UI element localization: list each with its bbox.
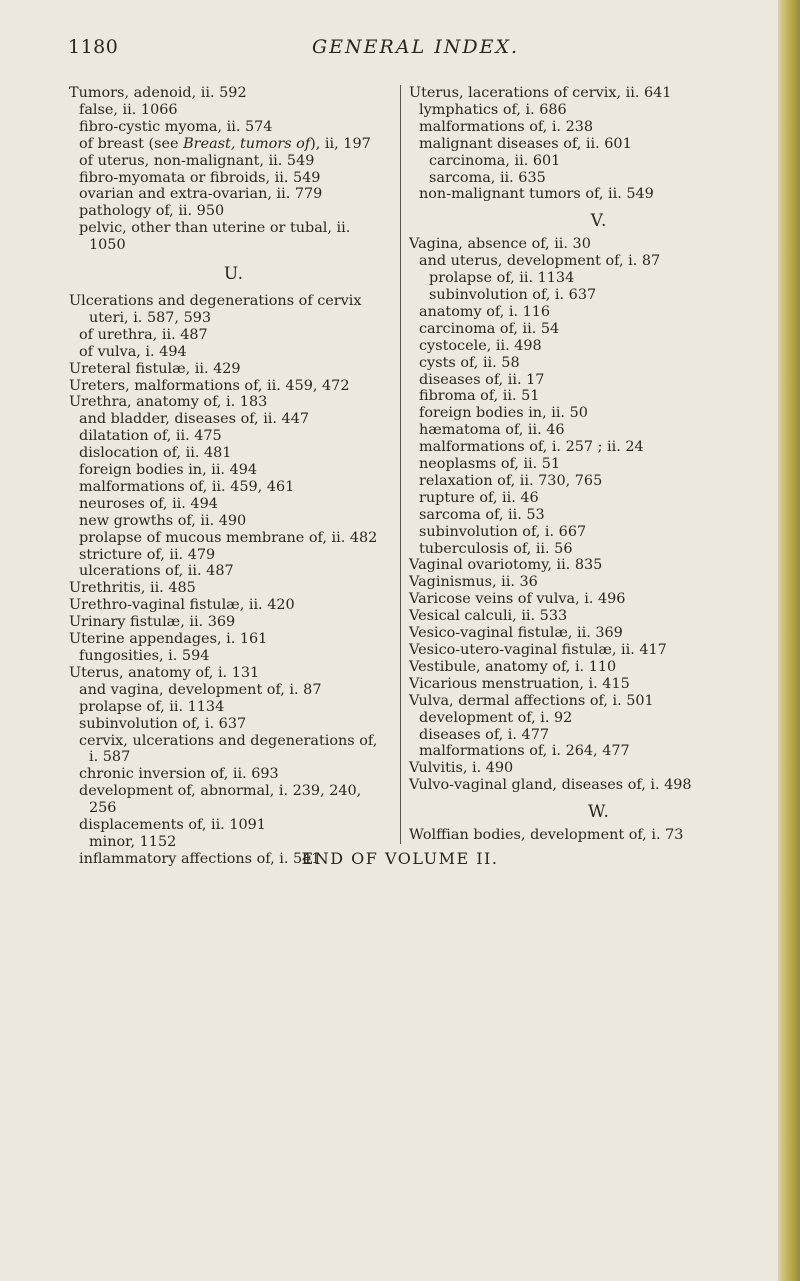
index-subentry: diseases of, i. 477 (419, 726, 550, 743)
index-subentry: cystocele, ii. 498 (419, 337, 542, 354)
section-letter: V. (590, 211, 608, 232)
index-subentry: pathology of, ii. 950 (79, 203, 225, 220)
index-entry: Wolffian bodies, development of, i. 73 (409, 827, 684, 844)
section-letter: U. (223, 264, 245, 285)
index-subentry: diseases of, ii. 17 (419, 371, 545, 388)
index-subentry: lymphatics of, i. 686 (419, 101, 567, 118)
index-entry: Uterine appendages, i. 161 (69, 631, 268, 648)
index-subentry: prolapse of mucous membrane of, ii. 482 (79, 529, 378, 546)
index-subentry: of uterus, non-malignant, ii. 549 (79, 152, 315, 169)
index-entry: Urethritis, ii. 485 (69, 580, 196, 597)
index-subentry: development of, abnormal, i. 239, 240, (79, 783, 362, 800)
index-subentry: non-malignant tumors of, ii. 549 (419, 186, 654, 203)
index-entry: Vulva, dermal affections of, i. 501 (409, 692, 654, 709)
index-subentry: fibro-myomata or fibroids, ii. 549 (79, 169, 321, 186)
index-continuation: prolapse of, ii. 1134 (429, 270, 575, 287)
index-continuation: sarcoma, ii. 635 (429, 169, 546, 186)
index-entry: Vaginismus, ii. 36 (409, 574, 538, 591)
index-subentry: pelvic, other than uterine or tubal, ii. (79, 220, 351, 237)
index-entry: Vicarious menstruation, i. 415 (409, 675, 630, 692)
index-subentry: fibro-cystic myoma, ii. 574 (79, 118, 273, 135)
index-subentry: cervix, ulcerations and degenerations of, (79, 732, 378, 749)
index-subentry: carcinoma of, ii. 54 (419, 320, 560, 337)
index-column-left (69, 85, 399, 868)
index-subentry: malignant diseases of, ii. 601 (419, 135, 632, 152)
entry-text: of breast (see (79, 135, 184, 152)
index-subentry: neuroses of, ii. 494 (79, 495, 218, 512)
index-subentry: foreign bodies in, ii. 50 (419, 405, 588, 422)
index-subentry: malformations of, i. 238 (419, 118, 594, 135)
index-entry: Vesico-vaginal fistulæ, ii. 369 (409, 625, 623, 642)
index-subentry: subinvolution of, i. 667 (419, 523, 587, 540)
index-entry: Vulvitis, i. 490 (409, 760, 514, 777)
index-subentry: of vulva, i. 494 (79, 343, 187, 360)
index-entry: Vestibule, anatomy of, i. 110 (409, 658, 617, 675)
index-continuation: minor, 1152 (89, 833, 177, 850)
index-subentry: development of, i. 92 (419, 709, 573, 726)
index-subentry: malformations of, ii. 459, 461 (79, 478, 295, 495)
index-subentry: and bladder, diseases of, ii. 447 (79, 411, 310, 428)
index-continuation: 256 (89, 800, 117, 817)
index-entry: Varicose veins of vulva, i. 496 (409, 591, 626, 608)
index-continuation: uteri, i. 587, 593 (89, 309, 212, 326)
index-entry: Ureteral fistulæ, ii. 429 (69, 360, 241, 377)
index-continuation: 1050 (89, 237, 126, 254)
index-subentry: ovarian and extra-ovarian, ii. 779 (79, 186, 323, 203)
index-subentry: hæmatoma of, ii. 46 (419, 422, 565, 439)
index-subentry: prolapse of, ii. 1134 (79, 698, 225, 715)
running-head: GENERAL INDEX. (312, 36, 520, 58)
index-subentry: malformations of, i. 257 ; ii. 24 (419, 439, 644, 456)
index-entry: Uterus, lacerations of cervix, ii. 641 (409, 85, 672, 101)
index-entry: Vesico-utero-vaginal fistulæ, ii. 417 (409, 642, 667, 658)
index-continuation: carcinoma, ii. 601 (429, 152, 561, 169)
index-subentry: stricture of, ii. 479 (79, 546, 216, 563)
page-number: 1180 (68, 36, 119, 58)
index-subentry: false, ii. 1066 (79, 101, 178, 118)
index-subentry: cysts of, ii. 58 (419, 354, 520, 371)
section-letter: W. (588, 802, 610, 823)
index-subentry: fungosities, i. 594 (79, 648, 210, 664)
index-entry: Uterus, anatomy of, i. 131 (69, 664, 260, 681)
index-subentry: new growths of, ii. 490 (79, 512, 247, 529)
index-entry: Ulcerations and degenerations of cervix (69, 292, 362, 309)
index-subentry: subinvolution of, i. 637 (79, 715, 247, 732)
entry-text: ), ii, 197 (310, 135, 371, 152)
index-subentry: displacements of, ii. 1091 (79, 817, 266, 834)
index-entry: Vulvo-vaginal gland, diseases of, i. 498 (409, 777, 692, 794)
index-subentry (79, 136, 399, 153)
index-continuation: subinvolution of, i. 637 (429, 286, 597, 303)
index-subentry: chronic inversion of, ii. 693 (79, 766, 279, 783)
index-subentry: of urethra, ii. 487 (79, 326, 208, 343)
index-column-right (400, 85, 789, 844)
index-entry: Vagina, absence of, ii. 30 (409, 236, 591, 253)
end-of-volume-note: END OF VOLUME II. (301, 849, 499, 868)
index-continuation: i. 587 (89, 749, 131, 766)
index-entry: Urethro-vaginal fistulæ, ii. 420 (69, 597, 295, 614)
index-subentry: rupture of, ii. 46 (419, 489, 539, 506)
index-subentry: and vagina, development of, i. 87 (79, 681, 322, 698)
index-entry: Urethra, anatomy of, i. 183 (69, 394, 268, 411)
index-subentry: fibroma of, ii. 51 (419, 388, 540, 405)
index-entry: Vesical calculi, ii. 533 (409, 608, 568, 625)
index-entry: Urinary fistulæ, ii. 369 (69, 614, 236, 631)
index-subentry: and uterus, development of, i. 87 (419, 253, 661, 270)
index-subentry: foreign bodies in, ii. 494 (79, 462, 258, 479)
cross-reference: Breast, tumors of (183, 135, 311, 152)
index-subentry: sarcoma of, ii. 53 (419, 506, 545, 523)
index-subentry: tuberculosis of, ii. 56 (419, 540, 573, 557)
index-subentry: dilatation of, ii. 475 (79, 428, 222, 445)
index-subentry: inflammatory affections of, i. 541 (79, 850, 321, 867)
index-subentry: malformations of, i. 264, 477 (419, 743, 630, 760)
index-entry: Tumors, adenoid, ii. 592 (69, 85, 247, 101)
index-subentry: anatomy of, i. 116 (419, 303, 551, 320)
index-entry: Ureters, malformations of, ii. 459, 472 (69, 377, 350, 394)
index-subentry: dislocation of, ii. 481 (79, 445, 232, 462)
index-subentry: ulcerations of, ii. 487 (79, 563, 234, 580)
index-subentry: neoplasms of, ii. 51 (419, 456, 561, 473)
index-subentry: relaxation of, ii. 730, 765 (419, 472, 603, 489)
index-entry: Vaginal ovariotomy, ii. 835 (409, 557, 603, 574)
